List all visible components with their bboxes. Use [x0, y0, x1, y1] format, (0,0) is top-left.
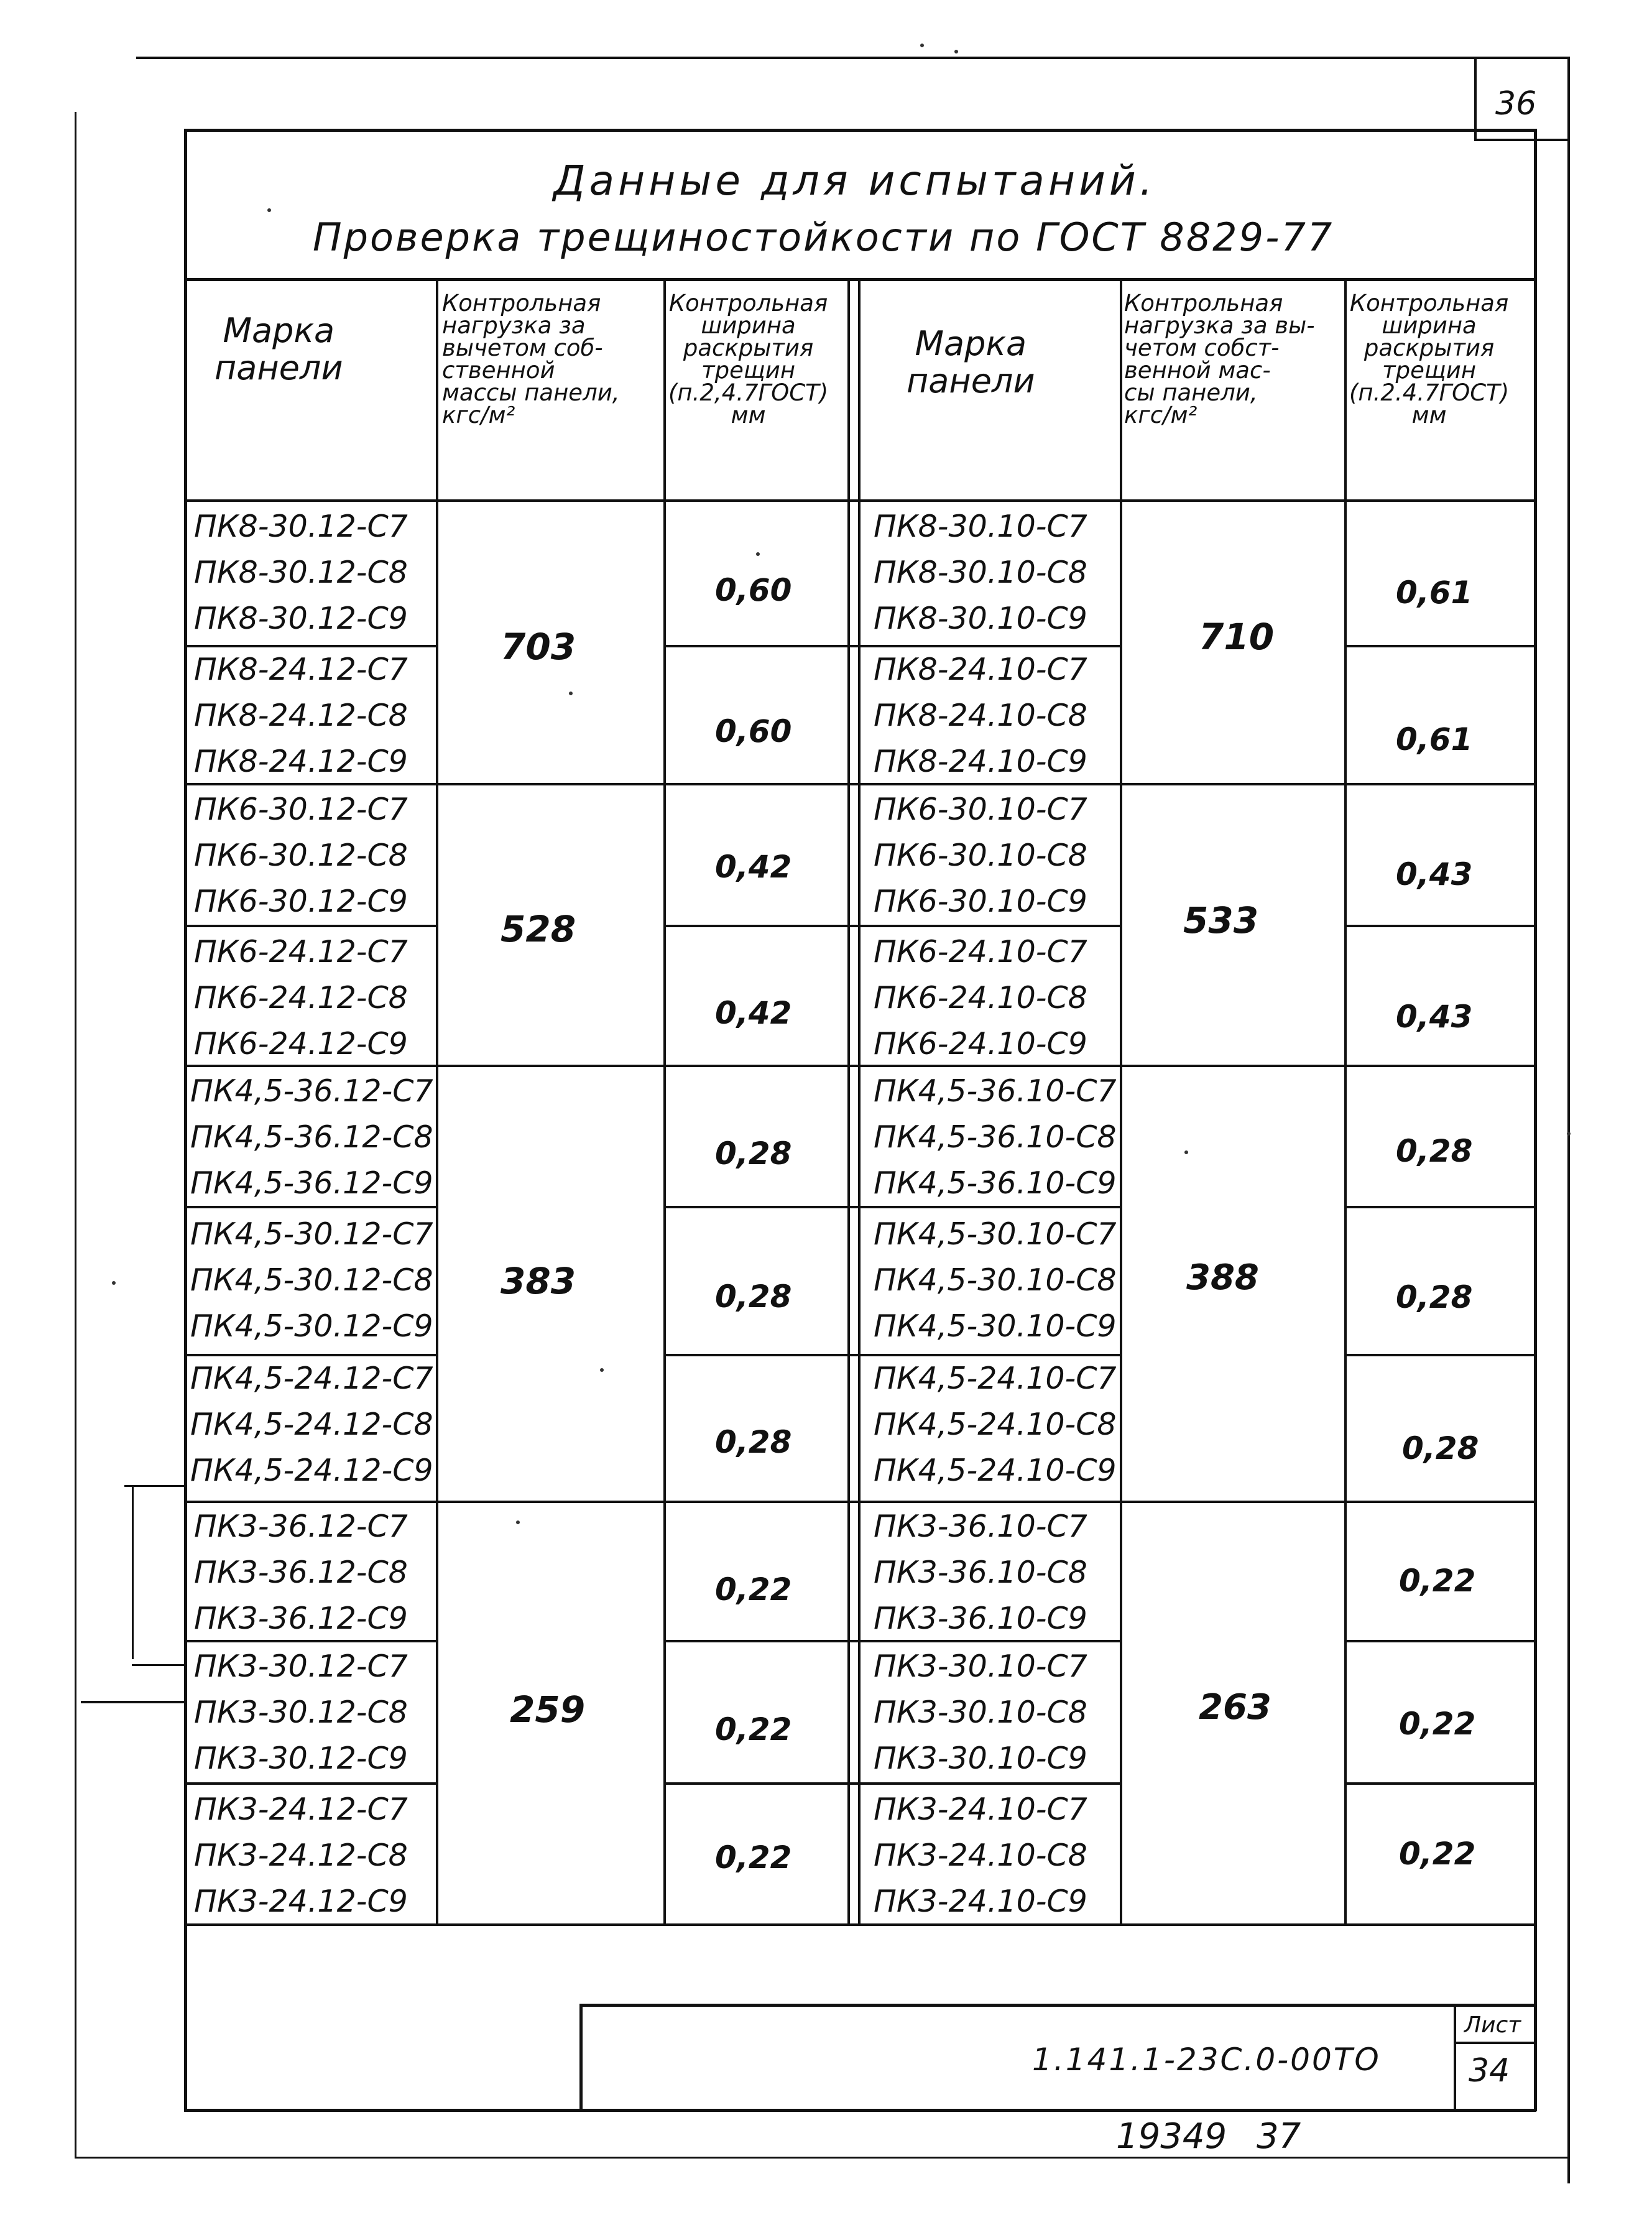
left-width-row-2: 0,60	[715, 713, 792, 749]
speck	[756, 552, 760, 556]
frame-left	[184, 129, 187, 2111]
header-right-mark: Марка панели	[907, 324, 1035, 400]
left-width-row-1: 0,60	[715, 572, 792, 608]
speck	[516, 1520, 520, 1524]
binding-mark-4	[81, 1701, 184, 1703]
stamp-sheet-label: Лист	[1464, 2012, 1521, 2038]
right-mark-row-3: ПК6-30.10-С7 ПК6-30.10-С8 ПК6-30.10-С9	[874, 792, 1087, 919]
right-mark-row-6: ПК4,5-30.10-С7 ПК4,5-30.10-С8 ПК4,5-30.10-С9	[874, 1216, 1117, 1344]
right-mark-row-9: ПК3-30.10-С7 ПК3-30.10-С8 ПК3-30.10-С9	[874, 1649, 1087, 1776]
title-line-1: Данные для испытаний.	[553, 157, 1156, 205]
margin-bottom-line	[75, 2157, 1570, 2159]
speck	[267, 208, 271, 212]
left-mark-row-7: ПК4,5-24.12-С7 ПК4,5-24.12-С8 ПК4,5-24.12-С9	[190, 1361, 433, 1488]
right-width-row-4: 0,43	[1396, 999, 1473, 1035]
right-width-row-7: 0,28	[1402, 1430, 1479, 1466]
col-line-4	[1120, 279, 1122, 1926]
frame-bottom	[184, 2109, 1536, 2112]
row-line-6c	[1344, 1782, 1536, 1785]
right-load-group-2: 533	[1183, 899, 1259, 942]
speck	[112, 1281, 116, 1285]
bottom-numbers: 19349 37	[1116, 2116, 1301, 2157]
row-line-2b	[663, 925, 1121, 927]
row-line-1c	[1344, 645, 1536, 647]
left-mark-row-6: ПК4,5-30.12-С7 ПК4,5-30.12-С8 ПК4,5-30.12-С9	[190, 1216, 433, 1344]
margin-left-line	[75, 112, 76, 2158]
header-bottom-line	[184, 499, 1536, 502]
left-width-row-8: 0,22	[715, 1571, 792, 1608]
col-line-1	[436, 279, 438, 1926]
page-number-box-bottom	[1474, 139, 1570, 141]
left-width-row-5: 0,28	[715, 1136, 792, 1172]
left-mark-row-2: ПК8-24.12-С7 ПК8-24.12-С8 ПК8-24.12-С9	[194, 652, 408, 779]
left-mark-row-1: ПК8-30.12-С7 ПК8-30.12-С8 ПК8-30.12-С9	[194, 509, 408, 636]
right-mark-row-5: ПК4,5-36.10-С7 ПК4,5-36.10-С8 ПК4,5-36.10-С9	[874, 1073, 1117, 1201]
right-load-group-3: 388	[1186, 1257, 1259, 1298]
right-mark-row-2: ПК8-24.10-С7 ПК8-24.10-С8 ПК8-24.10-С9	[874, 652, 1087, 779]
stamp-sheet-divider	[1454, 2004, 1456, 2111]
speck	[1567, 1132, 1571, 1136]
row-line-6b	[663, 1782, 1121, 1785]
right-width-row-1: 0,61	[1396, 575, 1473, 611]
row-line-3c	[1344, 1206, 1536, 1208]
left-mark-row-5: ПК4,5-36.12-С7 ПК4,5-36.12-С8 ПК4,5-36.12-С9	[190, 1073, 433, 1201]
frame-top	[184, 129, 1536, 132]
stamp-left	[579, 2004, 583, 2111]
right-width-row-9: 0,22	[1399, 1706, 1476, 1742]
left-load-group-4: 259	[510, 1688, 586, 1731]
row-line-2a	[184, 925, 437, 927]
speck	[569, 692, 573, 695]
speck	[954, 50, 958, 53]
left-load-group-2: 528	[501, 908, 576, 950]
col-line-3a	[847, 279, 850, 1926]
title-line-2: Проверка трещиностойкости по ГОСТ 8829-77	[313, 215, 1334, 260]
header-right-width: Контрольная ширина раскрытия трещин (п.2.4.7ГОСТ) мм	[1349, 290, 1510, 428]
frame-right	[1534, 129, 1537, 2111]
left-mark-row-8: ПК3-36.12-С7 ПК3-36.12-С8 ПК3-36.12-С9	[194, 1509, 408, 1636]
header-right-load: Контрольная нагрузка за вы- четом собст- венной мас- сы панели, кгс/м²	[1124, 290, 1315, 428]
speck	[920, 44, 924, 47]
left-mark-row-4: ПК6-24.12-С7 ПК6-24.12-С8 ПК6-24.12-С9	[194, 934, 408, 1062]
left-width-row-7: 0,28	[715, 1424, 792, 1460]
left-width-row-9: 0,22	[715, 1711, 792, 1747]
right-load-group-1: 710	[1199, 616, 1275, 658]
binding-mark-2	[132, 1485, 134, 1659]
stamp-top	[579, 2004, 1536, 2007]
right-mark-row-7: ПК4,5-24.10-С7 ПК4,5-24.10-С8 ПК4,5-24.10-С9	[874, 1361, 1117, 1488]
col-line-2	[663, 279, 666, 1926]
speck	[1184, 1150, 1188, 1154]
right-width-row-3: 0,43	[1396, 856, 1473, 892]
stamp-sheet-label-line	[1454, 2042, 1536, 2044]
row-line-4c	[1344, 1354, 1536, 1356]
right-width-row-5: 0,28	[1396, 1133, 1473, 1169]
left-width-row-4: 0,42	[715, 995, 792, 1031]
row-line-6a	[184, 1782, 437, 1785]
page-number: 36	[1495, 85, 1537, 123]
header-left-mark: Марка панели	[215, 311, 343, 387]
header-left-load: Контрольная нагрузка за вычетом соб- ственной массы панели, кгс/м²	[442, 290, 620, 428]
left-mark-row-10: ПК3-24.12-С7 ПК3-24.12-С8 ПК3-24.12-С9	[194, 1792, 408, 1919]
row-line-5c	[1344, 1640, 1536, 1642]
col-line-3b	[858, 279, 861, 1926]
stamp-sheet-number: 34	[1469, 2052, 1510, 2090]
stamp-designation: 1.141.1-23С.0-00ТО	[1032, 2042, 1381, 2078]
group-line-3	[184, 1501, 1536, 1503]
right-mark-row-4: ПК6-24.10-С7 ПК6-24.10-С8 ПК6-24.10-С9	[874, 934, 1087, 1062]
right-mark-row-1: ПК8-30.10-С7 ПК8-30.10-С8 ПК8-30.10-С9	[874, 509, 1087, 636]
col-line-5	[1344, 279, 1347, 1926]
right-mark-row-10: ПК3-24.10-С7 ПК3-24.10-С8 ПК3-24.10-С9	[874, 1792, 1087, 1919]
right-load-group-4: 263	[1199, 1687, 1271, 1728]
left-load-group-1: 703	[501, 626, 576, 668]
row-line-2c	[1344, 925, 1536, 927]
right-width-row-2: 0,61	[1396, 721, 1473, 757]
header-left-width: Контрольная ширина раскрытия трещин (п.2,4.7ГОСТ) мм	[668, 290, 829, 428]
speck	[600, 1368, 604, 1372]
right-width-row-6: 0,28	[1396, 1279, 1473, 1315]
right-width-row-8: 0,22	[1399, 1563, 1476, 1599]
frame-right-outer	[1567, 57, 1570, 2183]
page-number-box-left	[1474, 58, 1477, 140]
left-width-row-3: 0,42	[715, 849, 792, 885]
binding-mark-3	[132, 1664, 184, 1666]
left-mark-row-3: ПК6-30.12-С7 ПК6-30.12-С8 ПК6-30.12-С9	[194, 792, 408, 919]
left-width-row-10: 0,22	[715, 1840, 792, 1876]
right-mark-row-8: ПК3-36.10-С7 ПК3-36.10-С8 ПК3-36.10-С9	[874, 1509, 1087, 1636]
top-margin-line	[136, 57, 1570, 59]
left-width-row-6: 0,28	[715, 1279, 792, 1315]
left-mark-row-9: ПК3-30.12-С7 ПК3-30.12-С8 ПК3-30.12-С9	[194, 1649, 408, 1776]
right-width-row-10: 0,22	[1399, 1836, 1476, 1872]
left-load-group-3: 383	[501, 1260, 576, 1302]
